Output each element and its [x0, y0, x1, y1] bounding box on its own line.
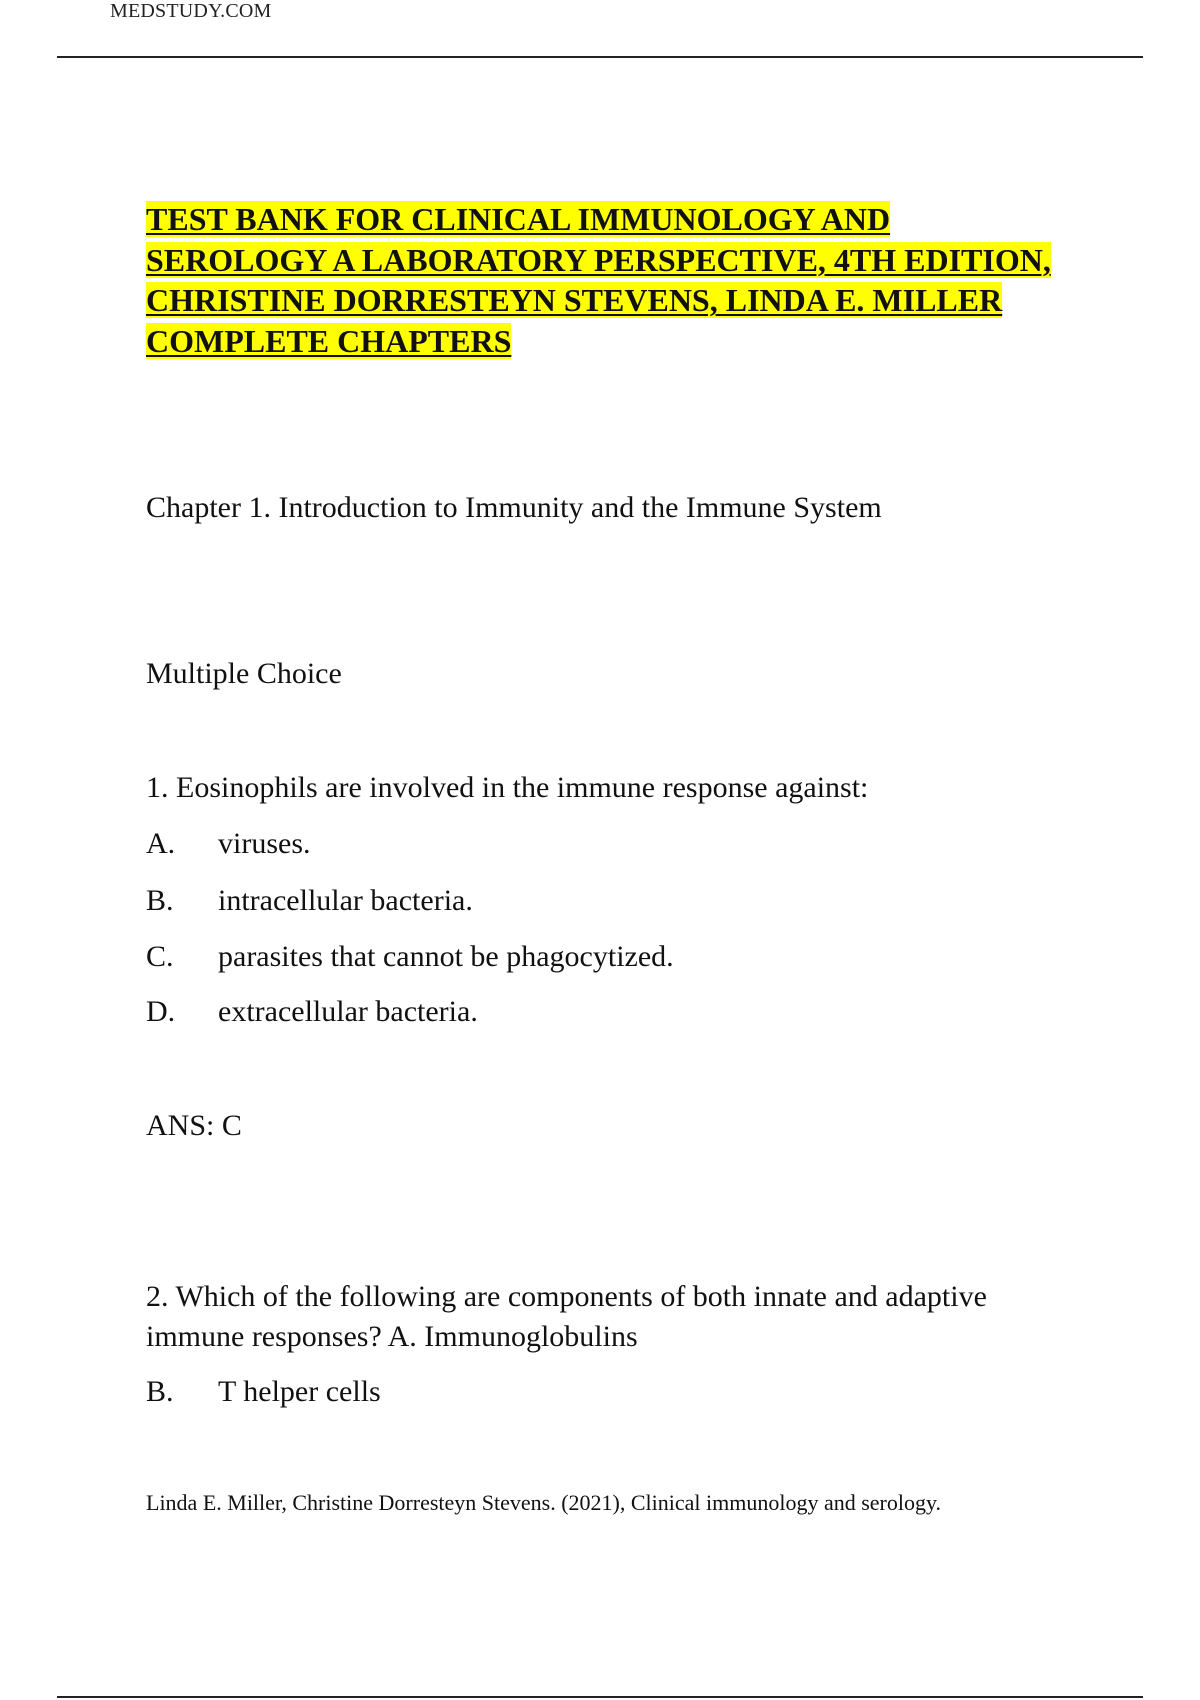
option-text: T helper cells [218, 1375, 381, 1408]
question-1-option-c [146, 939, 674, 975]
question-1-option-b [146, 883, 473, 919]
section-heading: Multiple Choice [146, 657, 342, 690]
option-letter: B. [146, 884, 174, 917]
header-divider [57, 56, 1143, 58]
question-1-text: 1. Eosinophils are involved in the immune response against: [146, 771, 869, 804]
question-1-answer: ANS: C [146, 1109, 242, 1142]
question-1-option-d [146, 994, 478, 1030]
footer-divider [57, 1696, 1143, 1698]
option-text: intracellular bacteria. [218, 884, 473, 917]
option-text: viruses. [218, 827, 311, 860]
title-line-4: COMPLETE CHAPTERS [146, 322, 512, 359]
option-letter: C. [146, 940, 174, 973]
question-2-option-b [146, 1374, 381, 1410]
option-letter: B. [146, 1375, 174, 1408]
document-title [146, 199, 1076, 361]
citation-footer: Linda E. Miller, Christine Dorresteyn Stevens. (2021), Clinical immunology and serology. [146, 1490, 942, 1515]
chapter-heading: Chapter 1. Introduction to Immunity and the Immune System [146, 491, 882, 524]
question-1-option-a [146, 826, 311, 862]
option-text: extracellular bacteria. [218, 995, 478, 1028]
title-line-1: TEST BANK FOR CLINICAL IMMUNOLOGY AND [146, 201, 891, 237]
title-line-3: CHRISTINE DORRESTEYN STEVENS, LINDA E. MILLER [146, 282, 1003, 318]
question-2-text: 2. Which of the following are components of both innate and adaptive immune responses? A. Immunoglobulins [146, 1280, 987, 1353]
option-letter: D. [146, 995, 176, 1028]
option-letter: A. [146, 827, 176, 860]
option-text: parasites that cannot be phagocytized. [218, 940, 674, 973]
title-line-2: SEROLOGY A LABORATORY PERSPECTIVE, 4TH EDITION, [146, 241, 1051, 278]
site-header: MEDSTUDY.COM [110, 0, 272, 22]
